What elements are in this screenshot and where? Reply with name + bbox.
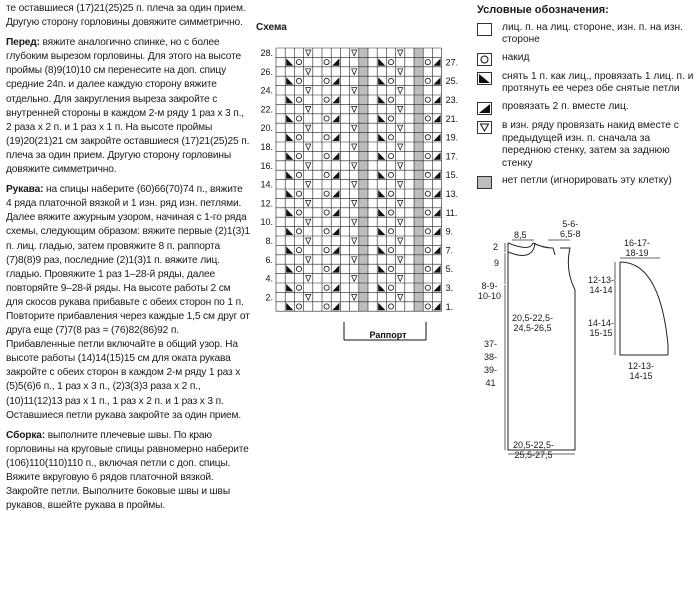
assembly-heading: Сборка: [6,429,46,441]
knitting-chart [256,24,461,349]
dim-sleeve-top: 16-17- 18-19 [624,238,651,258]
rapport-label: Раппорт [369,330,407,340]
dim-neck-depth: 9 [494,258,500,268]
legend-item [477,71,699,96]
row-label-left: 8. [265,235,273,246]
row-label-right: 19. [445,132,459,143]
assembly-text: выполните плечевые швы. По краю горловины на круговые спицы равномерно наберите (106)110(110)110 п., включая петли с доп. спицы. Вяжите вкруговую 6 рядов платочной вязкой. Закройте петли. Выполните боковые швы и швы рукавов, вшейте рукава в проймы. [6,429,249,512]
row-label-right: 1. [445,301,454,312]
dim-shoulder: 5-6- 6,5-8 [560,219,581,239]
empty-square-icon [477,23,492,36]
row-label-right: 27. [445,57,459,68]
sleeve-pattern-outline [620,262,668,355]
front-heading: Перед: [6,37,40,49]
dim-neck-width: 8,5 [514,230,527,240]
row-label-left: 24. [260,85,273,96]
dim-armhole: 8-9- 10-10 [478,281,502,301]
row-label-left: 14. [260,179,273,190]
yarn-over-circle-icon [477,53,492,66]
dim-sleeve-cap: 12-13- 14-14 [588,275,615,295]
dim-body-length: 37- 38- 39- 41 [484,339,498,388]
legend-item [477,120,699,170]
row-label-right: 17. [445,151,459,162]
row-label-right: 7. [445,245,454,256]
body-pattern-outline [508,243,575,450]
dim-chest-half: 20,5-22,5- 24,5-26,5 [512,313,554,333]
legend [477,4,699,194]
row-label-left: 10. [260,217,273,228]
row-label-right: 21. [445,113,459,124]
dim-neck-depth-top: 2 [493,242,499,252]
sleeves-text: на спицы наберите (60)66(70)74 п., вяжите 4 ряда платочной вязкой и 1 изн. ряд изн. петлями. Далее вяжите ажурным узором, начиная с 1-го ряда схемы, следующим образом: вяжите первые (2)1(3)1 п. лиц. гладью, затем провяжите 8 п. раппорта (7)8(8)9 раз, последние (2)1(3)1 п. вяжите лиц. гладью. Провяжите 1 раз 1–28-й ряды, далее повторяйте 9–28-й ряды. На высоте работы 2 см для скосов рукава прибавьте с обеих сторон по 1 п. Повторите прибавления через каждые 1,5 см друг от друга еще (7)7(8 раз = (76)82(86)92 п. Прибавленные петли включайте в общий узор. На высоте работы (14)14(15)15 см для оката рукава закройте с обеих сторон в каждом 2-м ряду 1 раз х (5)5(6)6 п., 1 раз х 3 п., (2)3(3)3 раза х 2 п., (10)11(12)13 раз х 1 п., 1 раз х 2 п. и 1 раз х 3 п. Оставшиеся петли рукава закройте за один прием. [6,184,250,421]
legend-item [477,52,699,66]
row-label-right: 23. [445,94,459,105]
legend-item [477,175,699,189]
legend-text: в изн. ряду провязать накид вместе с предыдущей изн. п. сначала за переднюю стенку, затем за заднюю стенку [502,119,679,169]
row-label-right: 13. [445,188,459,199]
down-triangle-icon [477,121,492,134]
row-label-left: 4. [265,273,273,284]
legend-text: снять 1 п. как лиц., провязать 1 лиц. п. и протянуть ее через обе снятые петли [502,70,694,95]
no-stitch-gray-icon [477,176,492,189]
k2tog-triangle-icon [477,102,492,115]
dim-sleeve-length: 14-14- 15-15 [588,318,615,338]
dimension-lines [505,240,660,454]
row-label-left: 20. [260,123,273,134]
legend-item [477,101,699,115]
sleeves-heading: Рукава: [6,184,44,196]
row-label-left: 26. [260,66,273,77]
row-label-left: 12. [260,198,273,209]
chart-grid [276,48,442,311]
row-label-right: 15. [445,170,459,181]
legend-text: накид [502,51,530,63]
legend-text: нет петли (игнорировать эту клетку) [502,175,672,187]
slip-left-triangle-icon [477,72,492,85]
legend-text: провязать 2 п. вместе лиц. [502,100,629,112]
row-label-right: 9. [445,226,454,237]
instructions-paragraph-assembly [6,429,250,514]
legend-text: лиц. п. на лиц. стороне, изн. п. на изн. стороне [502,21,683,46]
legend-item [477,22,699,47]
row-label-left: 18. [260,141,273,152]
dim-hem: 20,5-22,5- 25,5-27,5 [513,440,555,460]
dim-sleeve-cuff: 12-13- 14-15 [628,361,655,381]
row-label-right: 25. [445,76,459,87]
row-label-left: 22. [260,104,273,115]
instructions-paragraph-front [6,36,250,177]
row-label-left: 2. [265,292,273,303]
legend-title: Условные обозначения: [477,4,609,16]
schema-title: Схема [256,22,287,33]
row-label-left: 6. [265,254,273,265]
front-text: вяжите аналогично спинке, но с более глубоким вырезом горловины. Для этого на высоте проймы (8)9(10)10 см перенесите на доп. спицу средние 24п. и далее каждую сторону вяжите отдельно. Для закругления выреза закройте с внутренней стороны в каждом 2-м ряду 1 раз х 3 п., 2 раза х 2 п. и 1 раз х 1 п. На высоте проймы (19)20(21)21 см закройте оставшиеся (17)21(25)25 п. плеча за один прием. Другую сторону горловины довяжите симметрично. [6,37,250,176]
row-label-right: 5. [445,264,454,275]
row-label-left: 16. [260,160,273,171]
row-label-right: 3. [445,282,454,293]
row-label-right: 11. [445,207,458,218]
instructions-paragraph-back-end: те оставшиеся (17)21(25)25 п. плеча за один прием. Другую сторону горловины довяжите симметрично. [6,3,246,29]
instructions-paragraph-sleeves [6,183,250,423]
instructions-column [6,2,250,519]
row-label-left: 28. [260,47,273,58]
